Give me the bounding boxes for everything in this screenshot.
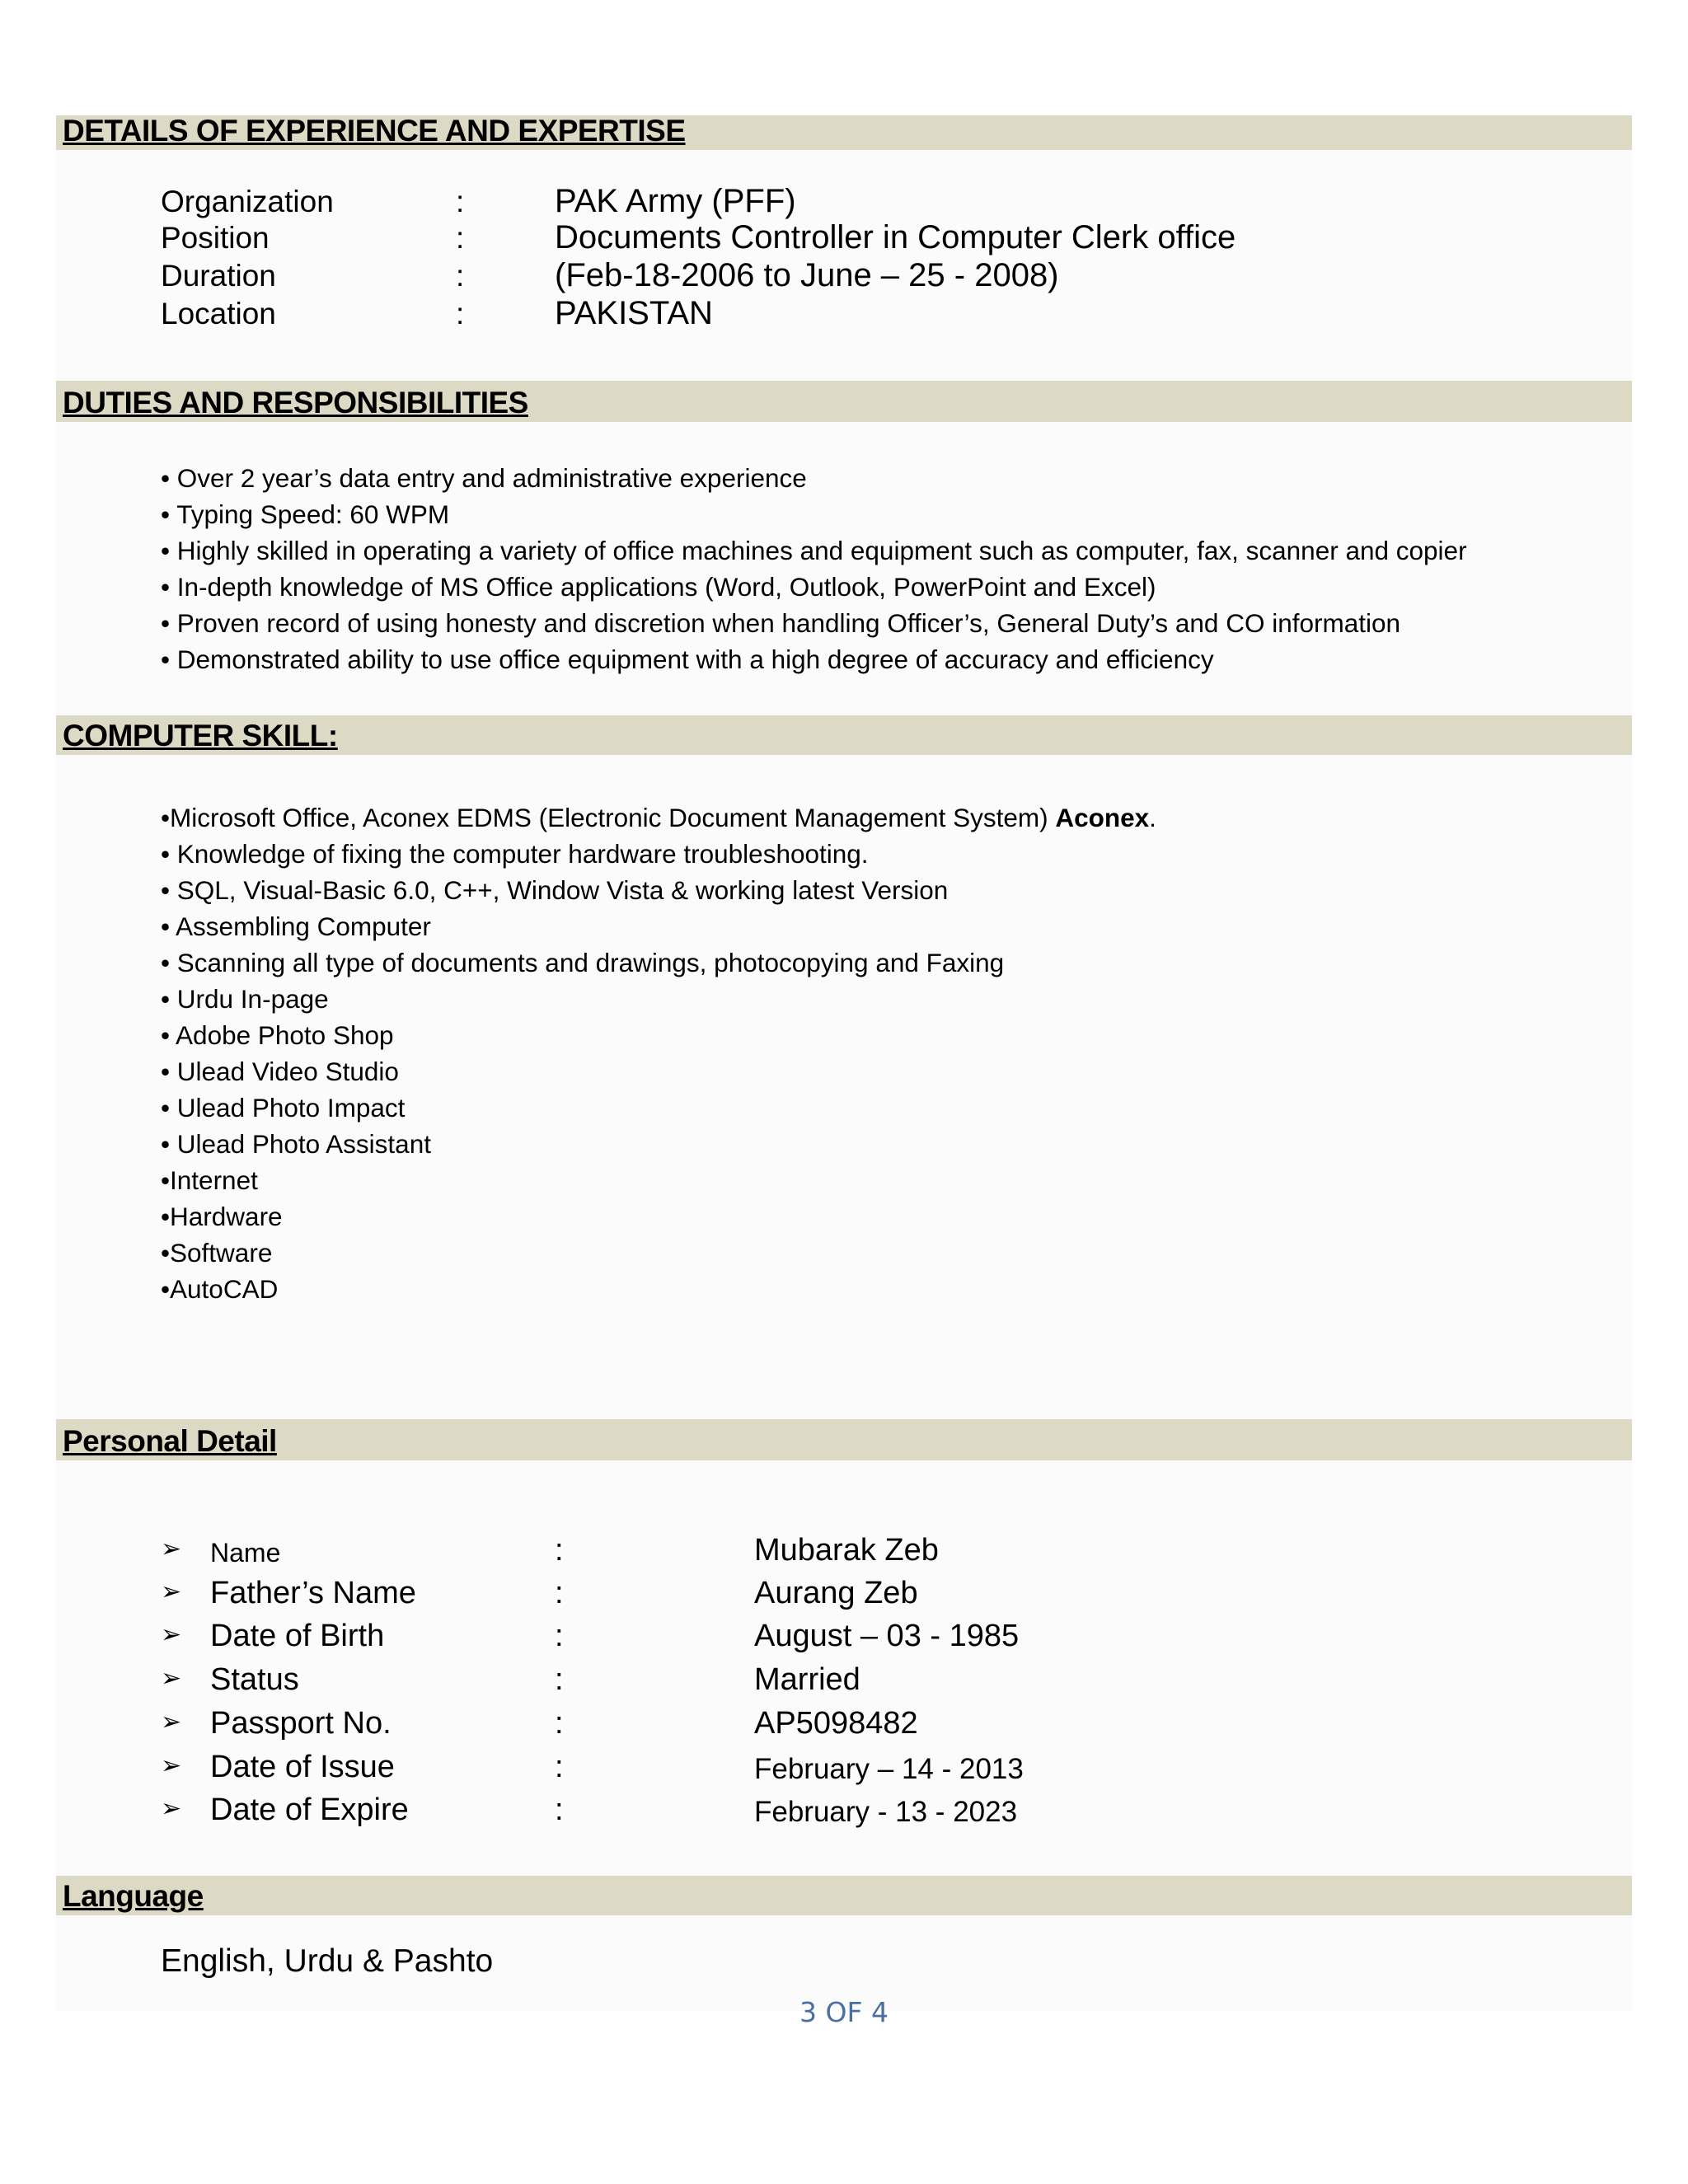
experience-label: Position (161, 221, 270, 255)
personal-value: August – 03 - 1985 (754, 1619, 1020, 1653)
experience-heading-band (56, 115, 1632, 150)
personal-colon: : (555, 1576, 564, 1610)
personal-label: Name (210, 1538, 281, 1568)
duty-item: • In-depth knowledge of MS Office applications (Word, Outlook, PowerPoint and Excel) (161, 572, 1156, 602)
personal-label: Date of Birth (210, 1619, 385, 1653)
personal-colon: : (555, 1619, 564, 1653)
personal-value: February - 13 - 2023 (754, 1796, 1018, 1828)
personal-colon: : (555, 1706, 564, 1741)
skill-item (161, 799, 1156, 836)
arrow-bullet-icon: ➢ (161, 1621, 182, 1648)
personal-colon: : (555, 1793, 564, 1827)
experience-label: Organization (161, 185, 334, 218)
language-heading: Language (63, 1879, 204, 1913)
arrow-bullet-icon: ➢ (161, 1578, 182, 1605)
personal-value: AP5098482 (754, 1706, 918, 1741)
skill-item: • Adobe Photo Shop (161, 1020, 394, 1050)
skill-item-suffix: . (1149, 803, 1156, 832)
experience-value: PAKISTAN (555, 295, 713, 331)
skill-item: • Knowledge of fixing the computer hardware troubleshooting. (161, 839, 869, 869)
personal-colon: : (555, 1533, 564, 1568)
arrow-bullet-icon: ➢ (161, 1752, 182, 1779)
skills-list (161, 799, 1156, 1307)
duties-heading: DUTIES AND RESPONSIBILITIES (63, 386, 528, 419)
experience-colon: : (456, 297, 465, 330)
personal-value: February – 14 - 2013 (754, 1753, 1024, 1785)
skill-item: • Assembling Computer (161, 912, 431, 941)
personal-label: Passport No. (210, 1706, 392, 1741)
experience-colon: : (456, 185, 465, 218)
arrow-bullet-icon: ➢ (161, 1665, 182, 1692)
personal-label: Status (210, 1662, 299, 1697)
arrow-bullet-icon: ➢ (161, 1708, 182, 1736)
experience-label: Duration (161, 259, 276, 293)
duties-heading-band (56, 381, 1632, 422)
personal-label: Date of Expire (210, 1793, 409, 1827)
experience-label: Location (161, 297, 276, 330)
skill-item: • Scanning all type of documents and drawings, photocopying and Faxing (161, 948, 1005, 977)
duties-list (161, 460, 1467, 677)
personal-label: Father’s Name (210, 1576, 416, 1610)
arrow-bullet-icon: ➢ (161, 1795, 182, 1822)
personal-colon: : (555, 1750, 564, 1784)
skill-item: •Hardware (161, 1202, 283, 1231)
personal-heading-band (56, 1419, 1632, 1460)
skills-heading-band (56, 715, 1632, 755)
skill-item: • Ulead Photo Assistant (161, 1129, 431, 1159)
arrow-bullet-icon: ➢ (161, 1535, 182, 1563)
personal-heading: Personal Detail (63, 1424, 277, 1458)
skill-item: • SQL, Visual-Basic 6.0, C++, Window Vista & working latest Version (161, 875, 949, 905)
experience-colon: : (456, 259, 465, 293)
experience-value: PAK Army (PFF) (555, 183, 796, 219)
language-heading-band (56, 1876, 1632, 1915)
skill-item-bold: Aconex (1055, 803, 1150, 832)
skill-item: •AutoCAD (161, 1274, 279, 1304)
personal-label: Date of Issue (210, 1750, 395, 1784)
experience-heading: DETAILS OF EXPERIENCE AND EXPERTISE (63, 114, 686, 148)
skill-item: • Ulead Video Studio (161, 1057, 399, 1086)
duty-item: • Demonstrated ability to use office equipment with a high degree of accuracy and efficiency (161, 644, 1214, 674)
duty-item: • Over 2 year’s data entry and administrative experience (161, 463, 807, 493)
skill-item-text: •Microsoft Office, Aconex EDMS (Electronic Document Management System) (161, 803, 1056, 832)
personal-value: Married (754, 1662, 860, 1697)
skill-item: • Urdu In-page (161, 984, 329, 1014)
duty-item: • Highly skilled in operating a variety of office machines and equipment such as computer, fax, scanner and copier (161, 536, 1467, 565)
skills-heading: COMPUTER SKILL: (63, 719, 338, 752)
skill-item: • Ulead Photo Impact (161, 1093, 406, 1122)
personal-value: Aurang Zeb (754, 1576, 918, 1610)
personal-value: Mubarak Zeb (754, 1533, 939, 1568)
skill-item: •Internet (161, 1165, 258, 1195)
duty-item: • Proven record of using honesty and discretion when handling Officer’s, General Duty’s and CO information (161, 608, 1401, 638)
language-value: English, Urdu & Pashto (161, 1943, 494, 1979)
page-number: 3 OF 4 (799, 1996, 889, 2028)
duty-item: • Typing Speed: 60 WPM (161, 499, 450, 529)
personal-colon: : (555, 1662, 564, 1697)
experience-value: (Feb-18-2006 to June – 25 - 2008) (555, 257, 1059, 293)
experience-value: Documents Controller in Computer Clerk office (555, 219, 1236, 255)
skill-item: •Software (161, 1238, 273, 1268)
experience-colon: : (456, 221, 465, 255)
